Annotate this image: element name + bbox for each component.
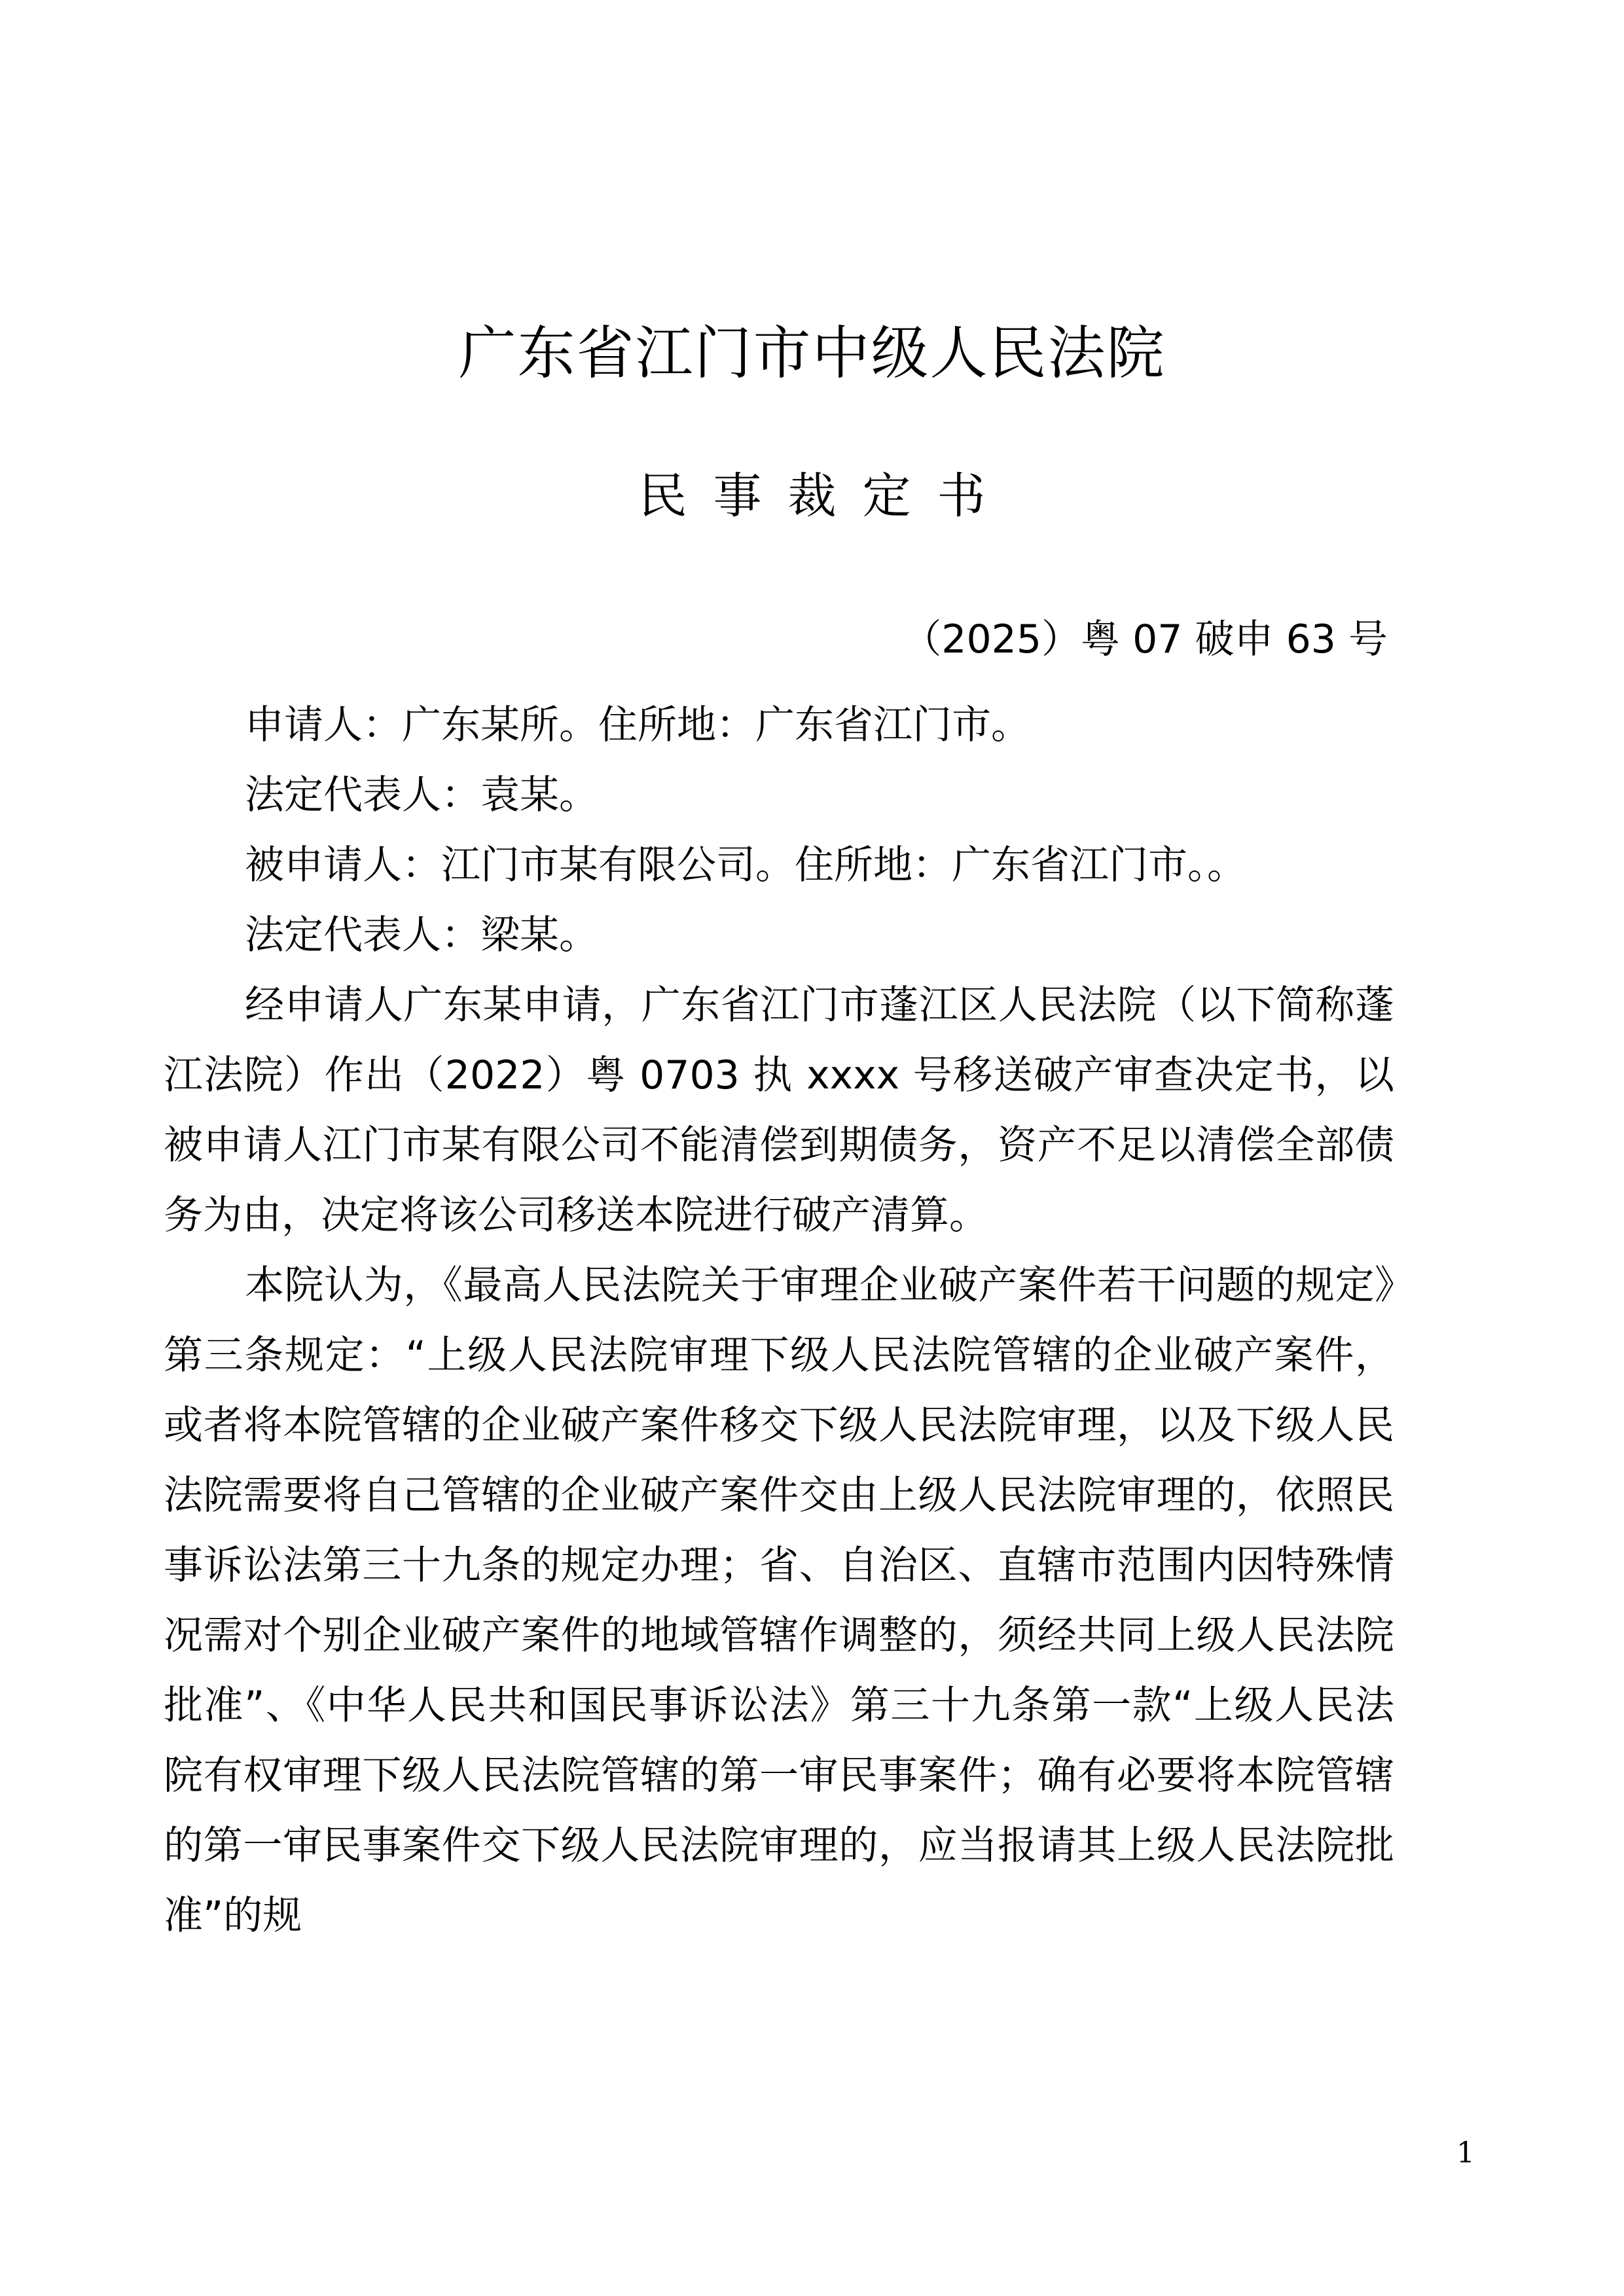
court-title: 广东省江门市中级人民法院 [458,319,1166,387]
document-body [164,691,1394,1951]
party-line-respondent: 被申请人：江门市某有限公司。住所地：广东省江门市。。 [245,842,1246,888]
party-line-applicant: 申请人：广东某所。住所地：广东省江门市。 [245,702,1030,748]
party-line-respondent-legal-representative: 法定代表人：梁某。 [245,912,598,958]
paragraph-court-reasoning: 本院认为，《最高人民法院关于审理企业破产案件若干问题的规定》第三条规定：“上级人民法院审理下级人民法院管辖的企业破产案件，或者将本院管辖的企业破产案件移交下级人民法院审理，以及下级人民法院需要将自己管辖的企业破产案件交由上级人民法院审理的，依照民事诉讼法第三十九条的规定办理；省、自治区、直辖市范围内因特殊情况需对个别企业破产案件的地域管辖作调整的，须经共同上级人民法院批准”、《中华人民共和国民事诉讼法》第三十九条第一款“上级人民法院有权审理下级人民法院管辖的第一审民事案件；确有必要将本院管辖的第一审民事案件交下级人民法院审理的，应当报请其上级人民法院批准”的规 [164,1263,1394,1939]
page-number: 1 [1456,2136,1475,2170]
case-number: （2025）粤 07 破申 63 号 [902,617,1388,662]
party-line-applicant-legal-representative: 法定代表人：袁某。 [245,772,598,818]
document-type-title: 民事裁定书 [638,468,1012,525]
paragraph-case-background: 经申请人广东某申请，广东省江门市蓬江区人民法院（以下简称蓬江法院）作出（2022）粤 0703 执 xxxx 号移送破产审查决定书，以被申请人江门市某有限公司不能清偿到期债务，资产不足以清偿全部债务为由，决定将该公司移送本院进行破产清算。 [164,982,1394,1238]
